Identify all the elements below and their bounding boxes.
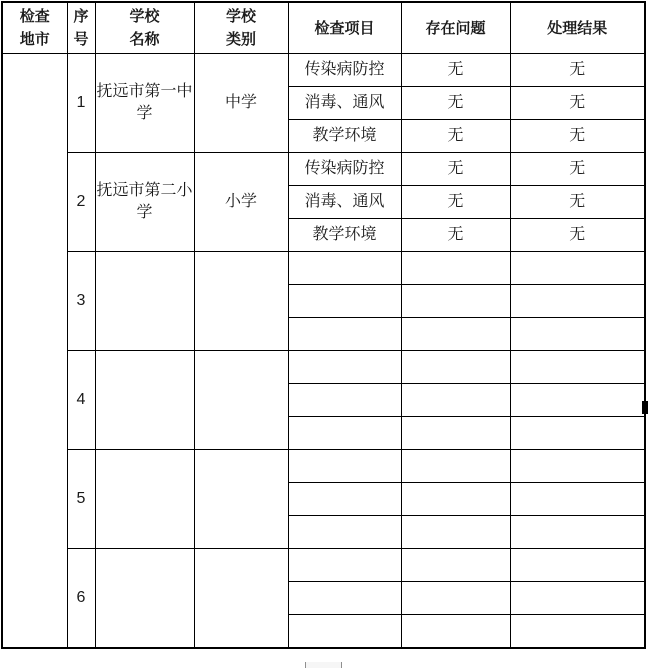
serial-number-cell: 5 [67, 450, 95, 549]
result-cell [510, 516, 645, 549]
serial-number-cell: 1 [67, 54, 95, 153]
school-type-cell [194, 252, 288, 351]
table-row [2, 252, 645, 285]
problem-cell [401, 252, 510, 285]
inspection-item-cell [288, 384, 401, 417]
inspection-item-cell [288, 582, 401, 615]
problem-cell [401, 351, 510, 384]
table-row [2, 54, 645, 87]
problem-cell [401, 450, 510, 483]
problem-cell [401, 384, 510, 417]
inspection-item-cell [288, 450, 401, 483]
inspection-item-cell [288, 351, 401, 384]
problem-cell: 无 [401, 153, 510, 186]
serial-number-cell: 4 [67, 351, 95, 450]
result-cell [510, 384, 645, 417]
inspection-item-cell: 教学环境 [288, 120, 401, 153]
region-city-cell [2, 54, 67, 649]
problem-cell: 无 [401, 120, 510, 153]
problem-cell [401, 615, 510, 649]
school-name-cell: 抚远市第一中学 [95, 54, 194, 153]
table-row [2, 351, 645, 384]
inspection-item-cell [288, 252, 401, 285]
inspection-item-cell: 传染病防控 [288, 54, 401, 87]
result-cell [510, 351, 645, 384]
serial-number-cell: 6 [67, 549, 95, 649]
result-cell [510, 549, 645, 582]
header-serial-number: 序 号 [67, 2, 95, 54]
result-cell: 无 [510, 120, 645, 153]
result-cell: 无 [510, 219, 645, 252]
header-result: 处理结果 [510, 2, 645, 54]
result-cell: 无 [510, 153, 645, 186]
school-type-cell: 中学 [194, 54, 288, 153]
problem-cell [401, 285, 510, 318]
header-problem: 存在问题 [401, 2, 510, 54]
table-header-row [2, 2, 645, 54]
header-inspection-item: 检查项目 [288, 2, 401, 54]
inspection-item-cell [288, 285, 401, 318]
problem-cell [401, 318, 510, 351]
problem-cell [401, 417, 510, 450]
header-school-type: 学校 类别 [194, 2, 288, 54]
header-region-city: 检查 地市 [2, 2, 67, 54]
result-cell [510, 483, 645, 516]
serial-number-cell: 2 [67, 153, 95, 252]
table-row [2, 549, 645, 582]
inspection-item-cell [288, 483, 401, 516]
inspection-item-cell: 传染病防控 [288, 153, 401, 186]
document-page [1, 1, 646, 649]
problem-cell: 无 [401, 219, 510, 252]
serial-number-cell: 3 [67, 252, 95, 351]
inspection-item-cell: 消毒、通风 [288, 186, 401, 219]
problem-cell: 无 [401, 186, 510, 219]
inspection-table [1, 1, 646, 649]
school-name-cell [95, 351, 194, 450]
school-name-cell [95, 549, 194, 649]
result-cell: 无 [510, 54, 645, 87]
inspection-item-cell [288, 318, 401, 351]
result-cell [510, 615, 645, 649]
table-row [2, 450, 645, 483]
inspection-item-cell [288, 615, 401, 649]
problem-cell [401, 483, 510, 516]
school-type-cell: 小学 [194, 153, 288, 252]
cursor-artifact [642, 401, 648, 414]
school-name-cell [95, 252, 194, 351]
result-cell [510, 582, 645, 615]
inspection-item-cell [288, 417, 401, 450]
result-cell [510, 318, 645, 351]
inspection-item-cell: 消毒、通风 [288, 87, 401, 120]
table-row [2, 153, 645, 186]
problem-cell [401, 582, 510, 615]
problem-cell [401, 549, 510, 582]
result-cell [510, 450, 645, 483]
result-cell: 无 [510, 186, 645, 219]
scrollbar-fragment[interactable] [305, 662, 342, 668]
inspection-item-cell [288, 549, 401, 582]
school-type-cell [194, 549, 288, 649]
result-cell [510, 252, 645, 285]
school-type-cell [194, 351, 288, 450]
result-cell [510, 285, 645, 318]
school-type-cell [194, 450, 288, 549]
header-school-name: 学校 名称 [95, 2, 194, 54]
school-name-cell: 抚远市第二小学 [95, 153, 194, 252]
inspection-item-cell [288, 516, 401, 549]
problem-cell [401, 516, 510, 549]
inspection-item-cell: 教学环境 [288, 219, 401, 252]
problem-cell: 无 [401, 54, 510, 87]
result-cell [510, 417, 645, 450]
problem-cell: 无 [401, 87, 510, 120]
result-cell: 无 [510, 87, 645, 120]
school-name-cell [95, 450, 194, 549]
